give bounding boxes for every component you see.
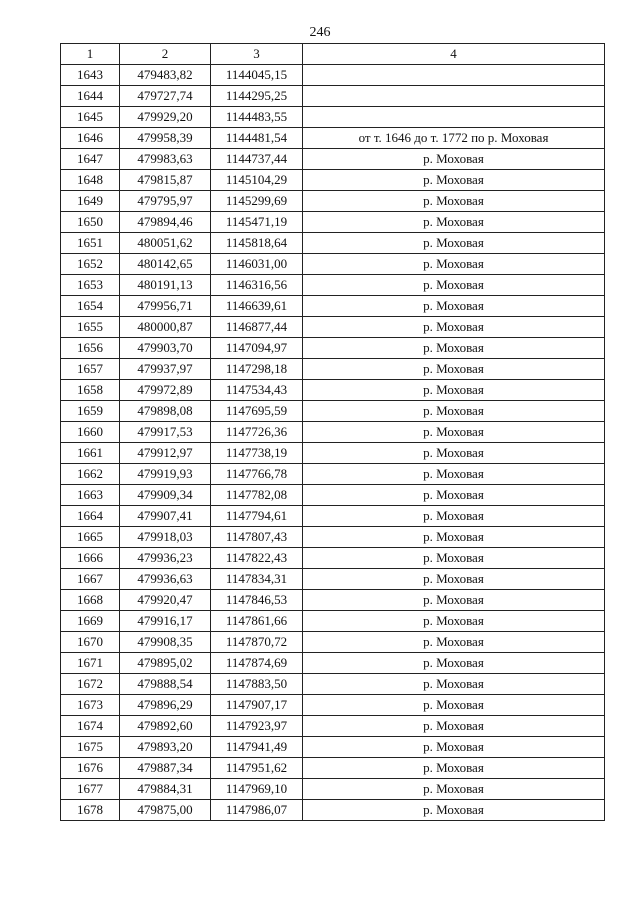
table-row: [61, 464, 605, 485]
cell-description: р. Моховая: [303, 674, 605, 695]
cell-y-coordinate: 1147986,07: [211, 800, 303, 821]
cell-point-number: 1667: [61, 569, 120, 590]
cell-point-number: 1646: [61, 128, 120, 149]
cell-description: р. Моховая: [303, 737, 605, 758]
cell-description: р. Моховая: [303, 380, 605, 401]
cell-point-number: 1678: [61, 800, 120, 821]
table-header-row: [61, 44, 605, 65]
table-row: [61, 128, 605, 149]
cell-description: р. Моховая: [303, 212, 605, 233]
cell-y-coordinate: 1144295,25: [211, 86, 303, 107]
cell-description: р. Моховая: [303, 548, 605, 569]
cell-y-coordinate: 1145104,29: [211, 170, 303, 191]
cell-x-coordinate: 479916,17: [120, 611, 211, 632]
cell-x-coordinate: 479920,47: [120, 590, 211, 611]
cell-y-coordinate: 1147883,50: [211, 674, 303, 695]
cell-y-coordinate: 1147807,43: [211, 527, 303, 548]
cell-description: р. Моховая: [303, 149, 605, 170]
cell-point-number: 1651: [61, 233, 120, 254]
cell-y-coordinate: 1144737,44: [211, 149, 303, 170]
cell-point-number: 1668: [61, 590, 120, 611]
coordinates-table: [60, 43, 605, 821]
table-row: [61, 758, 605, 779]
cell-y-coordinate: 1147941,49: [211, 737, 303, 758]
cell-x-coordinate: 479894,46: [120, 212, 211, 233]
cell-x-coordinate: 479958,39: [120, 128, 211, 149]
cell-description: р. Моховая: [303, 317, 605, 338]
cell-y-coordinate: 1146877,44: [211, 317, 303, 338]
cell-point-number: 1665: [61, 527, 120, 548]
cell-x-coordinate: 479918,03: [120, 527, 211, 548]
table-row: [61, 800, 605, 821]
cell-point-number: 1662: [61, 464, 120, 485]
cell-description: р. Моховая: [303, 569, 605, 590]
cell-x-coordinate: 479898,08: [120, 401, 211, 422]
cell-x-coordinate: 479907,41: [120, 506, 211, 527]
cell-x-coordinate: 479972,89: [120, 380, 211, 401]
cell-y-coordinate: 1147870,72: [211, 632, 303, 653]
table-row: [61, 506, 605, 527]
cell-y-coordinate: 1147695,59: [211, 401, 303, 422]
cell-x-coordinate: 479903,70: [120, 338, 211, 359]
cell-x-coordinate: 480142,65: [120, 254, 211, 275]
cell-description: р. Моховая: [303, 485, 605, 506]
page-number: 246: [309, 25, 331, 40]
cell-x-coordinate: 479936,63: [120, 569, 211, 590]
cell-point-number: 1645: [61, 107, 120, 128]
cell-y-coordinate: 1144045,15: [211, 65, 303, 86]
cell-description: р. Моховая: [303, 254, 605, 275]
cell-y-coordinate: 1146031,00: [211, 254, 303, 275]
cell-point-number: 1644: [61, 86, 120, 107]
cell-y-coordinate: 1147969,10: [211, 779, 303, 800]
cell-point-number: 1669: [61, 611, 120, 632]
cell-point-number: 1672: [61, 674, 120, 695]
cell-description: р. Моховая: [303, 653, 605, 674]
cell-description: р. Моховая: [303, 170, 605, 191]
table-row: [61, 632, 605, 653]
cell-point-number: 1650: [61, 212, 120, 233]
table-row: [61, 674, 605, 695]
cell-x-coordinate: 479483,82: [120, 65, 211, 86]
table-row: [61, 422, 605, 443]
cell-x-coordinate: 479727,74: [120, 86, 211, 107]
cell-point-number: 1656: [61, 338, 120, 359]
cell-x-coordinate: 479892,60: [120, 716, 211, 737]
cell-x-coordinate: 480191,13: [120, 275, 211, 296]
cell-x-coordinate: 479887,34: [120, 758, 211, 779]
cell-y-coordinate: 1147834,31: [211, 569, 303, 590]
cell-x-coordinate: 480000,87: [120, 317, 211, 338]
cell-description: р. Моховая: [303, 506, 605, 527]
cell-point-number: 1677: [61, 779, 120, 800]
cell-y-coordinate: 1147874,69: [211, 653, 303, 674]
cell-description: р. Моховая: [303, 695, 605, 716]
cell-description: [303, 107, 605, 128]
cell-point-number: 1643: [61, 65, 120, 86]
cell-x-coordinate: 479884,31: [120, 779, 211, 800]
cell-point-number: 1653: [61, 275, 120, 296]
cell-point-number: 1666: [61, 548, 120, 569]
table-row: [61, 695, 605, 716]
table-row: [61, 149, 605, 170]
cell-x-coordinate: 479888,54: [120, 674, 211, 695]
table-row: [61, 359, 605, 380]
cell-x-coordinate: 479815,87: [120, 170, 211, 191]
cell-y-coordinate: 1146639,61: [211, 296, 303, 317]
cell-point-number: 1670: [61, 632, 120, 653]
table-row: [61, 233, 605, 254]
cell-point-number: 1657: [61, 359, 120, 380]
cell-x-coordinate: 479908,35: [120, 632, 211, 653]
cell-point-number: 1661: [61, 443, 120, 464]
table-row: [61, 485, 605, 506]
cell-x-coordinate: 479896,29: [120, 695, 211, 716]
cell-point-number: 1659: [61, 401, 120, 422]
cell-x-coordinate: 479919,93: [120, 464, 211, 485]
cell-y-coordinate: 1147923,97: [211, 716, 303, 737]
cell-description: от т. 1646 до т. 1772 по р. Моховая: [303, 128, 605, 149]
cell-x-coordinate: 479917,53: [120, 422, 211, 443]
column-header-number: 1: [61, 44, 120, 65]
table-row: [61, 191, 605, 212]
table-row: [61, 737, 605, 758]
cell-description: р. Моховая: [303, 191, 605, 212]
cell-point-number: 1658: [61, 380, 120, 401]
column-header-x: 2: [120, 44, 211, 65]
cell-description: р. Моховая: [303, 632, 605, 653]
cell-description: [303, 65, 605, 86]
cell-y-coordinate: 1145299,69: [211, 191, 303, 212]
cell-y-coordinate: 1144483,55: [211, 107, 303, 128]
cell-x-coordinate: 479956,71: [120, 296, 211, 317]
cell-point-number: 1671: [61, 653, 120, 674]
cell-y-coordinate: 1147534,43: [211, 380, 303, 401]
table-row: [61, 380, 605, 401]
cell-point-number: 1654: [61, 296, 120, 317]
cell-y-coordinate: 1147782,08: [211, 485, 303, 506]
table-row: [61, 317, 605, 338]
cell-description: р. Моховая: [303, 275, 605, 296]
table-row: [61, 779, 605, 800]
cell-y-coordinate: 1147861,66: [211, 611, 303, 632]
cell-y-coordinate: 1147951,62: [211, 758, 303, 779]
cell-description: р. Моховая: [303, 779, 605, 800]
cell-description: р. Моховая: [303, 800, 605, 821]
cell-point-number: 1664: [61, 506, 120, 527]
cell-y-coordinate: 1147738,19: [211, 443, 303, 464]
column-header-description: 4: [303, 44, 605, 65]
cell-description: р. Моховая: [303, 233, 605, 254]
table-row: [61, 296, 605, 317]
cell-description: р. Моховая: [303, 359, 605, 380]
cell-description: р. Моховая: [303, 611, 605, 632]
table-row: [61, 611, 605, 632]
cell-description: р. Моховая: [303, 716, 605, 737]
cell-y-coordinate: 1147094,97: [211, 338, 303, 359]
table-row: [61, 65, 605, 86]
table-row: [61, 527, 605, 548]
cell-description: р. Моховая: [303, 443, 605, 464]
column-header-y: 3: [211, 44, 303, 65]
cell-point-number: 1673: [61, 695, 120, 716]
cell-x-coordinate: 479937,97: [120, 359, 211, 380]
table-row: [61, 86, 605, 107]
cell-x-coordinate: 480051,62: [120, 233, 211, 254]
table-row: [61, 212, 605, 233]
cell-x-coordinate: 479875,00: [120, 800, 211, 821]
cell-point-number: 1675: [61, 737, 120, 758]
table-row: [61, 443, 605, 464]
cell-x-coordinate: 479936,23: [120, 548, 211, 569]
table-row: [61, 170, 605, 191]
cell-y-coordinate: 1145471,19: [211, 212, 303, 233]
cell-y-coordinate: 1147726,36: [211, 422, 303, 443]
cell-description: р. Моховая: [303, 401, 605, 422]
table-row: [61, 653, 605, 674]
cell-x-coordinate: 479929,20: [120, 107, 211, 128]
cell-description: р. Моховая: [303, 422, 605, 443]
cell-description: р. Моховая: [303, 758, 605, 779]
cell-point-number: 1655: [61, 317, 120, 338]
cell-description: р. Моховая: [303, 590, 605, 611]
table-row: [61, 401, 605, 422]
cell-description: р. Моховая: [303, 296, 605, 317]
cell-point-number: 1647: [61, 149, 120, 170]
cell-y-coordinate: 1147907,17: [211, 695, 303, 716]
cell-point-number: 1676: [61, 758, 120, 779]
cell-y-coordinate: 1146316,56: [211, 275, 303, 296]
cell-description: р. Моховая: [303, 527, 605, 548]
table-row: [61, 338, 605, 359]
cell-point-number: 1663: [61, 485, 120, 506]
table-row: [61, 590, 605, 611]
table-row: [61, 569, 605, 590]
cell-description: р. Моховая: [303, 338, 605, 359]
cell-y-coordinate: 1147766,78: [211, 464, 303, 485]
cell-description: р. Моховая: [303, 464, 605, 485]
cell-x-coordinate: 479895,02: [120, 653, 211, 674]
table-body: [61, 65, 605, 821]
table-row: [61, 107, 605, 128]
cell-y-coordinate: 1144481,54: [211, 128, 303, 149]
cell-point-number: 1660: [61, 422, 120, 443]
cell-point-number: 1652: [61, 254, 120, 275]
cell-y-coordinate: 1147822,43: [211, 548, 303, 569]
table-row: [61, 716, 605, 737]
cell-y-coordinate: 1145818,64: [211, 233, 303, 254]
cell-x-coordinate: 479795,97: [120, 191, 211, 212]
cell-x-coordinate: 479893,20: [120, 737, 211, 758]
cell-point-number: 1649: [61, 191, 120, 212]
cell-y-coordinate: 1147846,53: [211, 590, 303, 611]
table-row: [61, 548, 605, 569]
cell-y-coordinate: 1147298,18: [211, 359, 303, 380]
cell-point-number: 1674: [61, 716, 120, 737]
cell-y-coordinate: 1147794,61: [211, 506, 303, 527]
cell-point-number: 1648: [61, 170, 120, 191]
cell-x-coordinate: 479983,63: [120, 149, 211, 170]
table-row: [61, 275, 605, 296]
cell-x-coordinate: 479912,97: [120, 443, 211, 464]
table-row: [61, 254, 605, 275]
cell-x-coordinate: 479909,34: [120, 485, 211, 506]
cell-description: [303, 86, 605, 107]
